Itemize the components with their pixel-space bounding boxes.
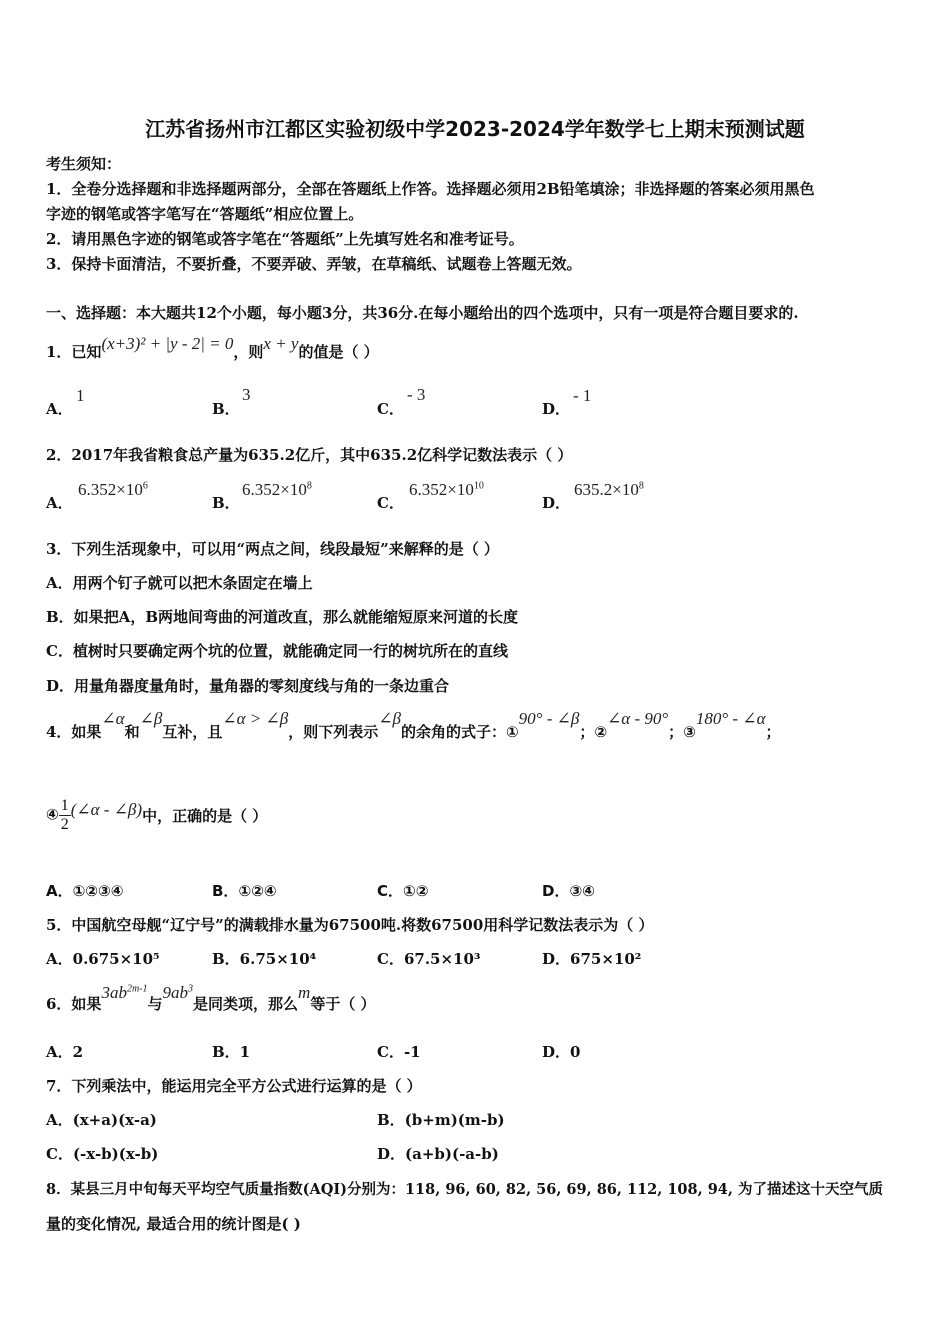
notice-line-3: 3．保持卡面清洁，不要折叠，不要弄破、弄皱，在草稿纸、试题卷上答题无效。: [46, 255, 582, 273]
q2-label-b: B．: [212, 494, 240, 512]
q1-option-c: - 3: [407, 385, 426, 404]
q6-term-1-exp: 2m-1: [126, 983, 148, 995]
q1-label-c: C．: [377, 400, 404, 418]
q4-pre: 4．如果: [46, 723, 102, 741]
q6-pre: 6．如果: [46, 995, 102, 1013]
q2-option-b: [242, 480, 312, 500]
q4-option-c: [377, 880, 428, 901]
q6-option-c: C．-1: [377, 1043, 421, 1061]
q3-option-b: B．如果把A，B两地间弯曲的河道改直，那么就能缩短原来河道的长度: [46, 608, 518, 626]
q6-m: m: [298, 983, 311, 1002]
question-5: 5．中国航空母舰“辽宁号”的满载排水量为67500吨.将数67500用科学记数法表示为（ ）: [46, 916, 654, 934]
q4-expr-1: 90° - ∠β: [518, 709, 580, 728]
q4-value-c: ①②: [403, 882, 429, 900]
q4-frac-den: 2: [60, 816, 69, 833]
q2-a-exp: 6: [142, 480, 148, 492]
q6-option-b: B．1: [212, 1043, 251, 1061]
q2-c-base: 6.352×10: [409, 480, 474, 499]
q2-b-exp: 8: [306, 480, 312, 492]
q6-term-1: [101, 983, 147, 1002]
notice-line-1: 1．全卷分选择题和非选择题两部分，全部在答题纸上作答。选择题必须用2B铅笔填涂；非选择题的答案必须用黑色: [46, 180, 815, 198]
question-3: 3．下列生活现象中，可以用“两点之间，线段最短”来解释的是（ ）: [46, 540, 499, 558]
q2-label-c: C．: [377, 494, 404, 512]
q4-post: 中，正确的是（ ）: [142, 807, 268, 825]
q6-option-d: D．0: [542, 1043, 581, 1061]
q7-option-b: B．(b+m)(m-b): [377, 1111, 505, 1129]
q2-label-a: A．: [46, 494, 73, 512]
q2-option-a: [78, 480, 148, 500]
question-8-line-2: 量的变化情况, 最适合用的统计图是( ): [46, 1215, 301, 1233]
q6-option-a: A．2: [46, 1043, 84, 1061]
q7-option-c: C．(-x-b)(x-b): [46, 1145, 159, 1163]
q4-alpha: ∠α: [101, 709, 125, 728]
question-2: 2．2017年我省粮食总产量为635.2亿斤，其中635.2亿科学记数法表示（ ）: [46, 446, 573, 464]
q4-sep-2: ；③: [668, 723, 696, 741]
q6-term-1-base: 3ab: [101, 983, 127, 1002]
q4-expr-2: ∠α - 90°: [607, 709, 669, 728]
q6-term-2-base: 9ab: [162, 983, 189, 1002]
q4-value-d: ③④: [569, 882, 595, 900]
q4-comp: 的余角的式子：①: [400, 723, 519, 741]
q4-line-2: [46, 797, 267, 834]
q4-option-a: [46, 880, 123, 901]
q4-frac-num: 1: [60, 797, 69, 814]
q1-post: 的值是（ ）: [298, 343, 379, 361]
q2-label-d: D．: [542, 494, 571, 512]
q1-expr: (x+3)² + |y - 2| = 0: [101, 334, 234, 353]
q5-option-c: C．67.5×10³: [377, 950, 481, 968]
q4-option-b: [212, 880, 277, 901]
q3-option-d: D．用量角器度量角时，量角器的零刻度线与角的一条边重合: [46, 677, 450, 695]
q4-supp: 互补，且: [162, 723, 223, 741]
section-heading: 一、选择题：本大题共12个小题，每小题3分，共36分.在每小题给出的四个选项中，只有一项是符合题目要求的.: [46, 304, 799, 322]
q4-value-a: ①②③④: [72, 882, 124, 900]
q4-cond: ∠α > ∠β: [222, 709, 289, 728]
q4-sep-3: ；: [765, 723, 781, 741]
q4-and: 和: [124, 723, 140, 741]
q2-b-base: 6.352×10: [242, 480, 307, 499]
q4-circle-4: ④: [46, 805, 59, 824]
q4-expr-3: 180° - ∠α: [695, 709, 766, 728]
q6-post: 等于（ ）: [310, 995, 376, 1013]
q1-option-a: 1: [76, 386, 85, 405]
q2-option-c: [409, 480, 484, 500]
notice-line-1b: 字迹的钢笔或答字笔写在“答题纸”相应位置上。: [46, 205, 364, 223]
q1-option-d: - 1: [573, 386, 592, 405]
q1-label-a: A．: [46, 400, 73, 418]
notice-line-2: 2．请用黑色字迹的钢笔或答字笔在“答题纸”上先填写姓名和准考证号。: [46, 230, 524, 248]
q6-term-2-exp: 3: [188, 983, 194, 995]
q6-term-2: [163, 983, 194, 1002]
q5-option-d: D．675×10²: [542, 950, 642, 968]
q4-sep-1: ；②: [579, 723, 608, 741]
q5-option-a: A．0.675×10⁵: [46, 950, 160, 968]
q1-label-d: D．: [542, 400, 571, 418]
q7-option-a: A．(x+a)(x-a): [46, 1111, 157, 1129]
q4-option-d: [542, 880, 595, 901]
q2-option-d: [574, 480, 644, 500]
question-7: 7．下列乘法中，能运用完全平方公式进行运算的是（ ）: [46, 1077, 422, 1095]
q2-d-base: 635.2×10: [574, 480, 639, 499]
q6-with: 与: [147, 995, 163, 1013]
q4-beta2: ∠β: [378, 709, 401, 728]
q2-a-base: 6.352×10: [78, 480, 143, 499]
question-8-line-1: 8．某县三月中旬每天平均空气质量指数(AQI)分别为：118, 96, 60, 82, 56, 69, 86, 112, 108, 94, 为了描述这十天空气质: [46, 1181, 883, 1198]
q3-option-c: C．植树时只要确定两个坑的位置，就能确定同一行的树坑所在的直线: [46, 642, 508, 660]
q4-beta: ∠β: [139, 709, 163, 728]
q1-pre: 1．已知: [46, 343, 102, 361]
q1-mid: ，则: [233, 343, 264, 361]
q7-option-d: D．(a+b)(-a-b): [377, 1145, 499, 1163]
q4-label-b: B．: [212, 882, 239, 900]
q4-label-d: D．: [542, 882, 570, 900]
q2-c-exp: 10: [473, 480, 484, 492]
q4-value-b: ①②④: [238, 882, 277, 900]
q4-expr-4: (∠α - ∠β): [70, 799, 143, 819]
q4-label-c: C．: [377, 882, 404, 900]
q4-fraction: [59, 797, 71, 834]
question-6: [46, 982, 376, 1013]
q1-label-b: B．: [212, 400, 240, 418]
q1-expr2: x + y: [263, 334, 299, 353]
q2-d-exp: 8: [638, 480, 644, 492]
question-4: [46, 708, 781, 741]
notice-heading: 考生须知：: [46, 155, 122, 173]
q6-like: 是同类项，那么: [193, 995, 299, 1013]
q4-label-a: A．: [46, 882, 73, 900]
question-1: [46, 333, 379, 361]
page-title: 江苏省扬州市江都区实验初级中学2023-2024学年数学七上期末预测试题: [145, 117, 805, 141]
q1-option-b: 3: [242, 385, 251, 404]
q5-option-b: B．6.75×10⁴: [212, 950, 317, 968]
q3-option-a: A．用两个钉子就可以把木条固定在墙上: [46, 574, 313, 592]
q4-then: ，则下列表示: [288, 723, 379, 741]
